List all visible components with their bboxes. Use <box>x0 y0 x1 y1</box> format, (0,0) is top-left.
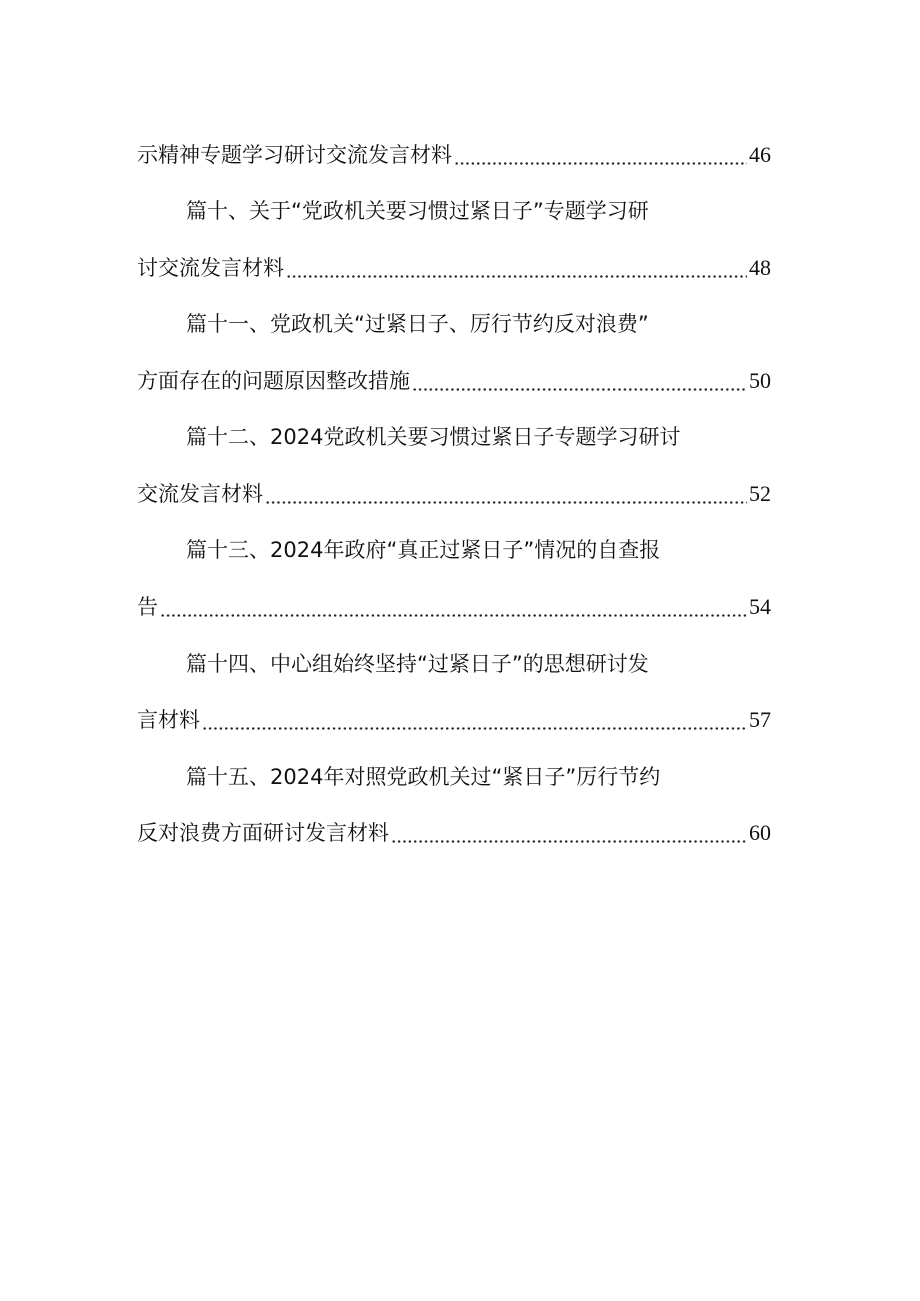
toc-line[interactable] <box>137 586 771 622</box>
toc-page-number: 60 <box>749 820 771 845</box>
toc-page-number: 50 <box>749 368 771 393</box>
dot-leader <box>412 370 747 392</box>
toc-entry-text: 示精神专题学习研讨交流发言材料 <box>137 143 452 167</box>
dot-leader <box>160 596 747 618</box>
toc-entry-text: 讨交流发言材料 <box>137 256 284 280</box>
toc-line[interactable] <box>137 360 771 396</box>
toc-entry-text: 篇十一、党政机关“过紧日子、厉行节约反对浪费” <box>186 312 649 336</box>
toc-line[interactable] <box>137 699 771 735</box>
toc-entry-text: 篇十四、中心组始终坚持“过紧日子”的思想研讨发 <box>186 652 649 676</box>
toc-page-number: 54 <box>749 594 771 619</box>
toc-entry-text: 篇十三、2024年政府“真正过紧日子”情况的自查报 <box>186 538 661 562</box>
dot-leader <box>454 144 747 166</box>
toc-entry-heading[interactable] <box>186 190 746 226</box>
toc-page-number: 46 <box>749 142 771 167</box>
toc-page-number: 52 <box>749 481 771 506</box>
toc-entry-text: 告 <box>137 595 158 619</box>
toc-entry-text: 方面存在的问题原因整改措施 <box>137 369 410 393</box>
toc-page-number: 48 <box>749 255 771 280</box>
toc-entry-text: 篇十、关于“党政机关要习惯过紧日子”专题学习研 <box>186 199 649 223</box>
toc-line[interactable] <box>137 134 771 170</box>
toc-entry-text: 反对浪费方面研讨发言材料 <box>137 821 389 845</box>
dot-leader <box>286 257 747 279</box>
toc-line[interactable] <box>137 473 771 509</box>
toc-entry-text: 篇十五、2024年对照党政机关过“紧日子”厉行节约 <box>186 765 661 789</box>
toc-entry-heading[interactable] <box>186 643 746 679</box>
toc-entry-heading[interactable] <box>186 529 746 565</box>
toc-entry-heading[interactable] <box>186 756 746 792</box>
toc-entry-heading[interactable] <box>186 303 746 339</box>
toc-line[interactable] <box>137 247 771 283</box>
dot-leader <box>391 822 747 844</box>
toc-entry-text: 篇十二、2024党政机关要习惯过紧日子专题学习研讨 <box>186 425 681 449</box>
toc-entry-text: 交流发言材料 <box>137 482 263 506</box>
toc-entry-text: 言材料 <box>137 708 200 732</box>
dot-leader <box>202 709 747 731</box>
toc-page-number: 57 <box>749 707 771 732</box>
dot-leader <box>265 483 747 505</box>
toc-line[interactable] <box>137 812 771 848</box>
toc-entry-heading[interactable] <box>186 416 746 452</box>
